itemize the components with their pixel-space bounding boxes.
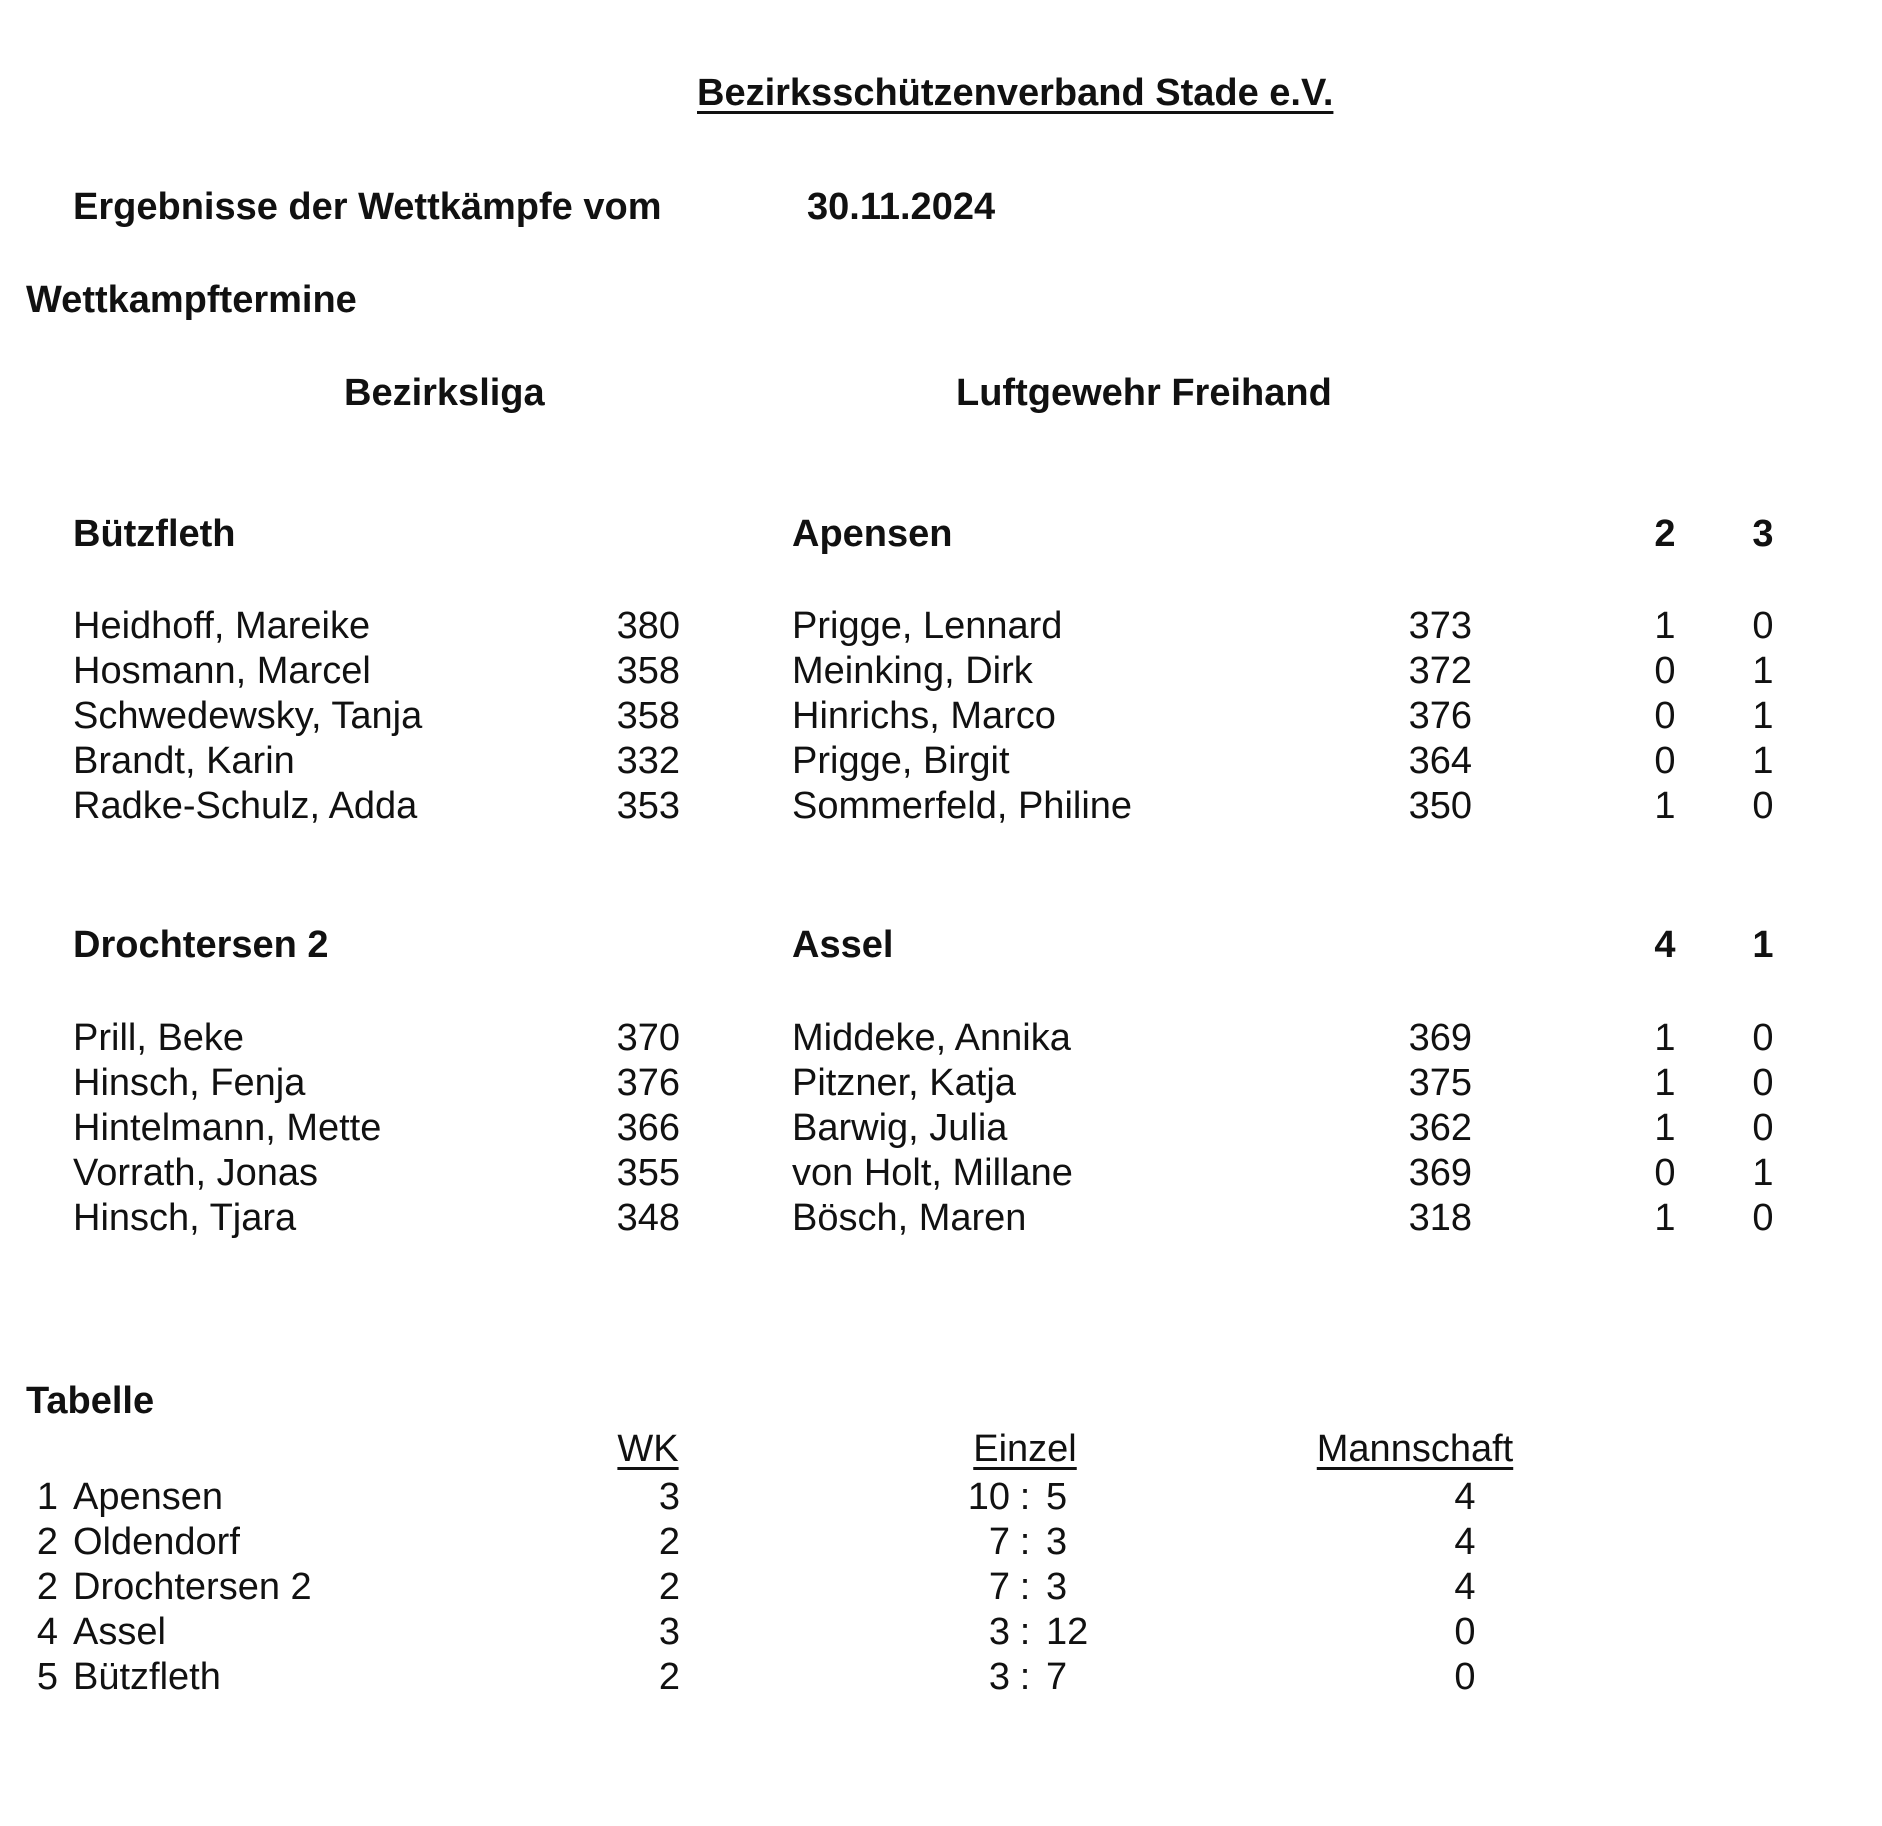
results-date: 30.11.2024 (807, 186, 996, 228)
home-point: 0 (1654, 650, 1676, 692)
away-team-name: Assel (792, 924, 894, 966)
home-shooter-name: Hintelmann, Mette (73, 1107, 382, 1149)
table-einzel-against: 3 (1046, 1566, 1068, 1608)
column-header-wk: WK (617, 1428, 679, 1470)
away-shooter-score: 372 (1408, 650, 1472, 692)
away-shooter-name: Prigge, Birgit (792, 740, 1010, 782)
table-einzel-separator: : (1019, 1611, 1031, 1653)
table-wk: 3 (658, 1476, 680, 1518)
table-einzel-for: 7 (988, 1521, 1010, 1563)
away-point: 1 (1752, 695, 1774, 737)
home-shooter-score: 358 (616, 650, 680, 692)
table-wk: 2 (658, 1656, 680, 1698)
home-shooter-name: Prill, Beke (73, 1017, 245, 1059)
table-einzel-for: 7 (988, 1566, 1010, 1608)
away-point: 0 (1752, 605, 1774, 647)
away-shooter-score: 376 (1408, 695, 1472, 737)
table-title: Tabelle (26, 1380, 155, 1422)
home-team-name: Bützfleth (73, 513, 236, 555)
league-title: Bezirksliga (344, 372, 545, 414)
table-team: Bützfleth (73, 1656, 221, 1698)
away-shooter-name: von Holt, Millane (792, 1152, 1073, 1194)
table-rank: 2 (36, 1521, 58, 1563)
home-team-points: 4 (1654, 924, 1676, 966)
table-mannschaft: 4 (1454, 1566, 1476, 1608)
home-shooter-score: 348 (616, 1197, 680, 1239)
table-einzel-for: 3 (988, 1611, 1010, 1653)
table-mannschaft: 4 (1454, 1476, 1476, 1518)
table-mannschaft: 0 (1454, 1656, 1476, 1698)
results-label: Ergebnisse der Wettkämpfe vom (73, 186, 662, 228)
home-point: 1 (1654, 1017, 1676, 1059)
table-einzel-separator: : (1019, 1566, 1031, 1608)
home-point: 1 (1654, 1107, 1676, 1149)
section-title: Wettkampftermine (26, 279, 357, 321)
home-shooter-name: Brandt, Karin (73, 740, 295, 782)
discipline-title: Luftgewehr Freihand (956, 372, 1332, 414)
home-point: 0 (1654, 1152, 1676, 1194)
table-einzel-against: 3 (1046, 1521, 1068, 1563)
home-shooter-name: Hosmann, Marcel (73, 650, 371, 692)
home-shooter-name: Radke-Schulz, Adda (73, 785, 418, 827)
home-shooter-score: 380 (616, 605, 680, 647)
home-shooter-score: 355 (616, 1152, 680, 1194)
table-mannschaft: 4 (1454, 1521, 1476, 1563)
away-shooter-score: 318 (1408, 1197, 1472, 1239)
column-header-einzel: Einzel (973, 1428, 1077, 1470)
table-einzel-separator: : (1019, 1476, 1031, 1518)
away-shooter-score: 373 (1408, 605, 1472, 647)
home-team-name: Drochtersen 2 (73, 924, 329, 966)
away-point: 1 (1752, 650, 1774, 692)
away-team-name: Apensen (792, 513, 953, 555)
home-shooter-score: 366 (616, 1107, 680, 1149)
away-shooter-name: Prigge, Lennard (792, 605, 1063, 647)
table-einzel-against: 5 (1046, 1476, 1068, 1518)
away-shooter-name: Middeke, Annika (792, 1017, 1071, 1059)
home-point: 1 (1654, 785, 1676, 827)
away-shooter-name: Bösch, Maren (792, 1197, 1027, 1239)
table-einzel-against: 7 (1046, 1656, 1068, 1698)
away-point: 0 (1752, 1017, 1774, 1059)
table-rank: 2 (36, 1566, 58, 1608)
away-shooter-score: 369 (1408, 1017, 1472, 1059)
home-shooter-name: Hinsch, Tjara (73, 1197, 297, 1239)
away-point: 1 (1752, 740, 1774, 782)
away-shooter-score: 364 (1408, 740, 1472, 782)
away-team-points: 1 (1752, 924, 1774, 966)
home-shooter-score: 358 (616, 695, 680, 737)
away-point: 0 (1752, 1107, 1774, 1149)
home-point: 1 (1654, 605, 1676, 647)
home-team-points: 2 (1654, 513, 1676, 555)
away-shooter-score: 375 (1408, 1062, 1472, 1104)
home-shooter-score: 376 (616, 1062, 680, 1104)
home-point: 0 (1654, 695, 1676, 737)
table-rank: 1 (36, 1476, 58, 1518)
table-team: Assel (73, 1611, 166, 1653)
away-point: 0 (1752, 785, 1774, 827)
away-shooter-name: Hinrichs, Marco (792, 695, 1056, 737)
home-point: 1 (1654, 1062, 1676, 1104)
home-shooter-name: Hinsch, Fenja (73, 1062, 306, 1104)
away-shooter-name: Pitzner, Katja (792, 1062, 1016, 1104)
away-point: 1 (1752, 1152, 1774, 1194)
document-title: Bezirksschützenverband Stade e.V. (697, 72, 1334, 114)
home-shooter-name: Schwedewsky, Tanja (73, 695, 423, 737)
home-shooter-name: Vorrath, Jonas (73, 1152, 319, 1194)
away-shooter-name: Barwig, Julia (792, 1107, 1008, 1149)
away-shooter-score: 350 (1408, 785, 1472, 827)
away-point: 0 (1752, 1062, 1774, 1104)
away-team-points: 3 (1752, 513, 1774, 555)
table-einzel-for: 10 (967, 1476, 1010, 1518)
home-shooter-score: 332 (616, 740, 680, 782)
home-shooter-name: Heidhoff, Mareike (73, 605, 371, 647)
table-einzel-separator: : (1019, 1656, 1031, 1698)
home-point: 0 (1654, 740, 1676, 782)
away-shooter-score: 362 (1408, 1107, 1472, 1149)
away-shooter-name: Sommerfeld, Philine (792, 785, 1133, 827)
table-team: Oldendorf (73, 1521, 240, 1563)
table-wk: 3 (658, 1611, 680, 1653)
away-point: 0 (1752, 1197, 1774, 1239)
table-rank: 5 (36, 1656, 58, 1698)
table-einzel-for: 3 (988, 1656, 1010, 1698)
away-shooter-name: Meinking, Dirk (792, 650, 1033, 692)
table-rank: 4 (36, 1611, 58, 1653)
table-einzel-separator: : (1019, 1521, 1031, 1563)
table-team: Drochtersen 2 (73, 1566, 312, 1608)
table-mannschaft: 0 (1454, 1611, 1476, 1653)
away-shooter-score: 369 (1408, 1152, 1472, 1194)
column-header-mannschaft: Mannschaft (1316, 1428, 1514, 1470)
table-team: Apensen (73, 1476, 224, 1518)
home-point: 1 (1654, 1197, 1676, 1239)
table-wk: 2 (658, 1566, 680, 1608)
table-einzel-against: 12 (1046, 1611, 1089, 1653)
table-wk: 2 (658, 1521, 680, 1563)
home-shooter-score: 370 (616, 1017, 680, 1059)
home-shooter-score: 353 (616, 785, 680, 827)
